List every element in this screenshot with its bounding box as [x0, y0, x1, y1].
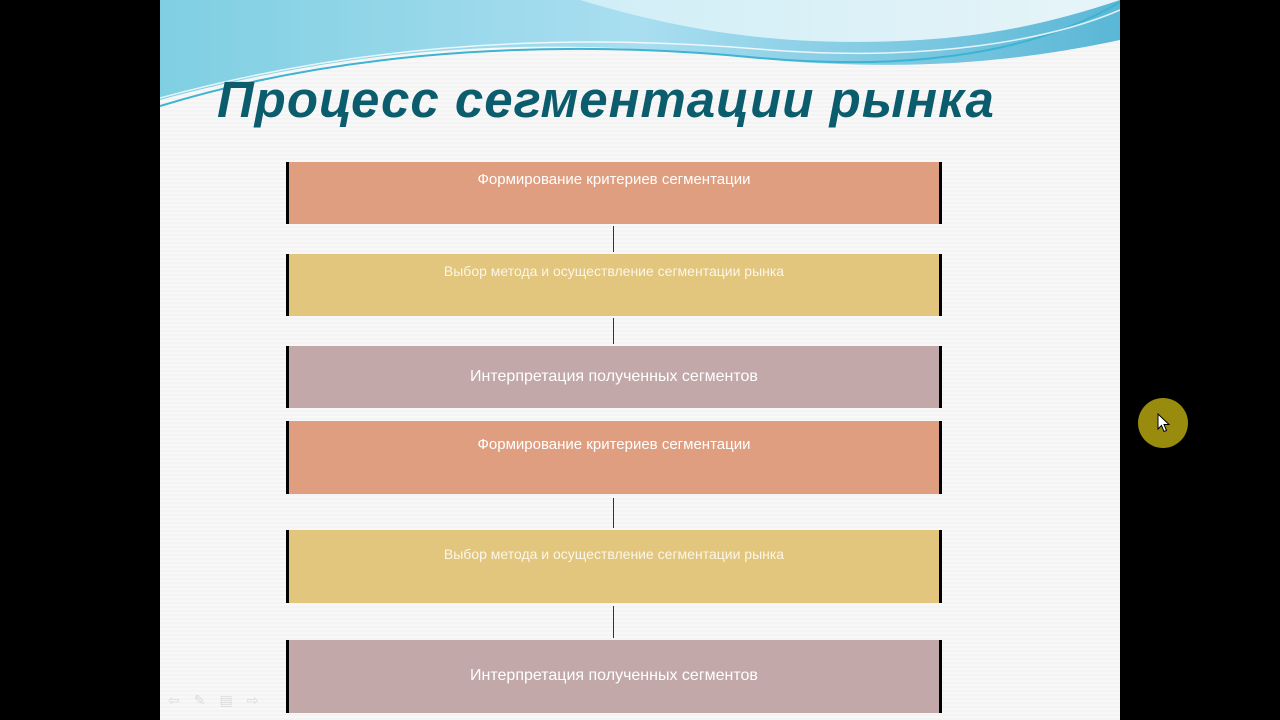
process-step-4-label: Формирование критериев сегментации — [477, 436, 751, 453]
back-arrow-icon[interactable]: ⇦ — [168, 692, 180, 708]
forward-arrow-icon[interactable]: ⇨ — [246, 692, 259, 708]
process-step-2-label: Выбор метода и осуществление сегментации рынка — [443, 263, 785, 279]
menu-icon[interactable]: ▤ — [219, 692, 233, 708]
process-step-4 — [286, 421, 942, 494]
presentation-slide — [160, 0, 1120, 720]
process-step-2 — [286, 254, 942, 316]
process-step-6-label: Интерпретация полученных сегментов — [470, 667, 758, 684]
process-step-5-label: Выбор метода и осуществление сегментации рынка — [443, 546, 785, 562]
connector-line — [613, 606, 614, 638]
process-step-3 — [286, 346, 942, 408]
connector-line — [613, 318, 614, 344]
slide-title: Процесс сегментации рынка — [217, 71, 995, 128]
mouse-pointer-icon — [1157, 413, 1171, 433]
process-step-1-label: Формирование критериев сегментации — [477, 171, 751, 188]
process-step-1 — [286, 162, 942, 224]
process-step-5 — [286, 530, 942, 603]
process-step-3-label: Интерпретация полученных сегментов — [470, 368, 758, 385]
process-step-6 — [286, 640, 942, 713]
pen-icon[interactable]: ✎ — [193, 692, 206, 708]
connector-line — [613, 226, 614, 252]
slideshow-controls — [168, 692, 258, 709]
connector-line — [613, 498, 614, 528]
